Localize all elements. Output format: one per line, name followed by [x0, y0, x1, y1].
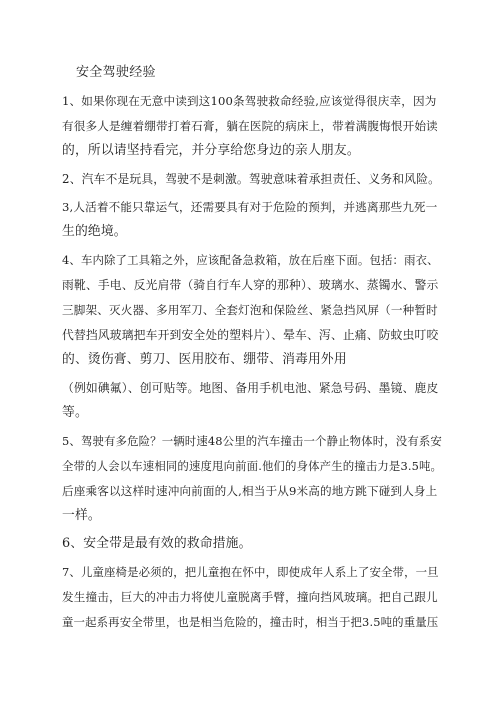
paragraph-line: 6、安全带是最有效的救命措施。 [62, 536, 252, 551]
paragraph-line: 后座乘客以这样时速冲向前面的人,相当于从9米高的地方跳下碰到人身上 [62, 484, 438, 498]
paragraph-line: 2、汽车不是玩具，驾驶不是刺激。驾驶意味着承担责任、义务和风险。 [62, 172, 441, 186]
paragraph-line: 三脚架、灭火器、多用军刀、全套灯泡和保险丝、紧急挡风屏（一种暂时 [62, 303, 438, 317]
paragraph-line: 一样。 [62, 508, 101, 523]
paragraph-line: 全带的人会以车速相同的速度甩向前面.他们的身体产生的撞击力是3.5吨。 [62, 459, 443, 473]
paragraph-line: 3,人活着不能只靠运气，还需要具有对于危险的预判，并逃离那些九死一 [62, 200, 438, 214]
paragraph-line: 4、车内除了工具箱之外，应该配备急救箱，放在后座下面。包括：雨衣、 [62, 253, 439, 267]
paragraph-line: 代替挡风玻璃把车开到安全处的塑料片）、晕车、泻、止痛、防蚊虫叮咬 [62, 328, 439, 342]
paragraph-line: 童一起系再安全带里，也是相当危险的，撞击时，相当于把3.5吨的重量压 [62, 615, 439, 629]
paragraph-line: 生的绝境。 [62, 224, 127, 239]
paragraph-line: 发生撞击，巨大的冲击力将使儿童脱离手臂，撞向挡风玻璃。把自己跟儿 [62, 590, 438, 604]
paragraph-line: 等。 [62, 405, 88, 420]
paragraph-line: 有很多人是缠着绷带打着石膏，躺在医院的病床上，带着满腹悔恨开始读 [62, 119, 438, 133]
paragraph-line: 的，所以请坚持看完，并分享给您身边的亲人朋友。 [62, 143, 360, 158]
paragraph-line: 的、烫伤膏、剪刀、医用胶布、绷带、消毒用外用 [62, 352, 347, 367]
paragraph-line: （例如碘氟）、创可贴等。地图、备用手机电池、紧急号码、墨镜、鹿皮 [62, 381, 439, 395]
paragraph-line: 1、如果你现在无意中读到这100条驾驶救命经验,应该觉得很庆幸，因为 [62, 94, 437, 108]
paragraph-line: 5、驾驶有多危险？一辆时速48公里的汽车撞击一个静止物体时，没有系安 [62, 434, 442, 448]
paragraph-line: 7、儿童座椅是必须的，把儿童抱在怀中，即使成年人系上了安全带，一旦 [62, 565, 439, 579]
document-title: 安全驾驶经验 [76, 65, 156, 80]
paragraph-line: 雨靴、手电、反光肩带（骑自行车人穿的那种）、玻璃水、蒸镯水、警示 [62, 278, 439, 292]
